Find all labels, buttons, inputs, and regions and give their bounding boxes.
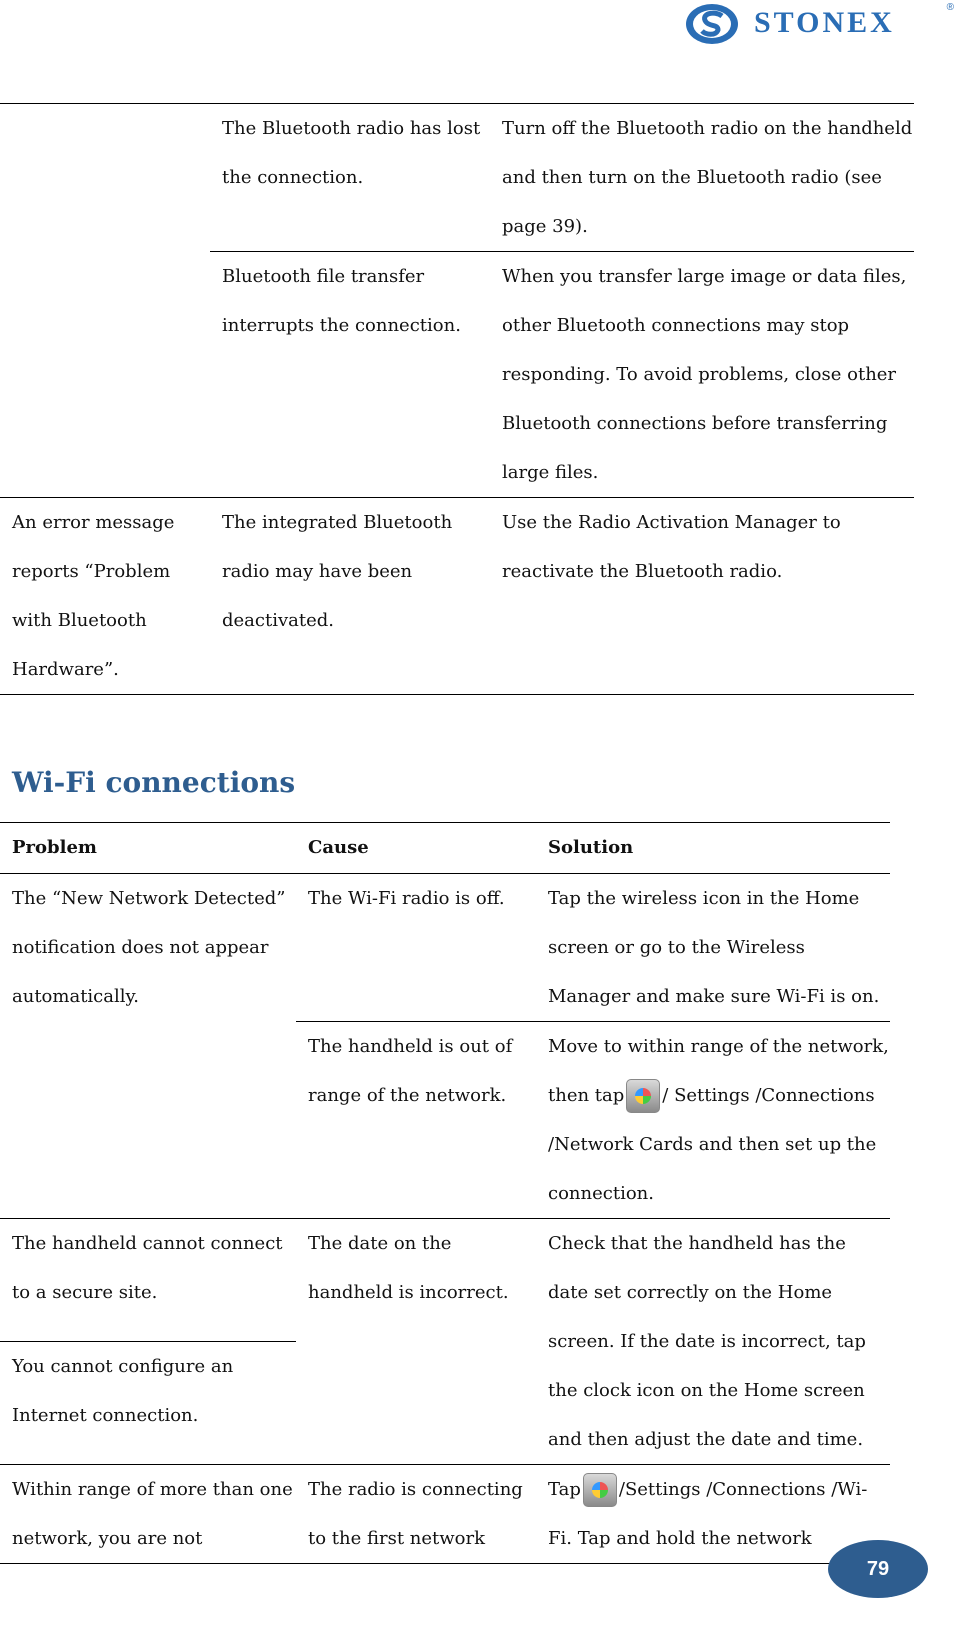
solution-text: Tap (548, 1479, 581, 1500)
windows-start-icon (626, 1079, 660, 1113)
bluetooth-table (0, 103, 914, 695)
solution-cell: Turn off the Bluetooth radio on the handheld and then turn on the Bluetooth radio (see page 39). (490, 104, 914, 252)
header-cause: Cause (296, 823, 536, 874)
solution-text: /Settings /Connections /Wi-Fi. Tap and hold the network (548, 1479, 868, 1549)
solution-cell: When you transfer large image or data files, other Bluetooth connections may stop responding. To avoid problems, close other Bluetooth connections before transferring large files. (490, 252, 914, 498)
cause-cell: The handheld is out of range of the network. (296, 1022, 536, 1219)
wifi-table (0, 822, 890, 1564)
problem-cell: The handheld cannot connect to a secure site. (0, 1219, 296, 1342)
cause-cell: The radio is connecting to the first network (296, 1465, 536, 1564)
solution-text: / Settings /Connections /Network Cards and then set up the connection. (548, 1085, 877, 1204)
solution-cell: Tap the wireless icon in the Home screen or go to the Wireless Manager and make sure Wi-Fi is on. (548, 888, 880, 1007)
solution-cell (536, 1022, 890, 1219)
problem-cell: The “New Network Detected” notification does not appear automatically. (0, 874, 296, 1219)
header-problem: Problem (0, 823, 296, 874)
cause-cell: The integrated Bluetooth radio may have been deactivated. (210, 498, 490, 695)
brand-name: STONEX (754, 6, 895, 39)
solution-cell: Use the Radio Activation Manager to reactivate the Bluetooth radio. (490, 498, 914, 695)
stonex-logo (684, 2, 954, 46)
stonex-swirl-icon (684, 2, 740, 46)
cause-cell: The date on the handheld is incorrect. (296, 1219, 536, 1465)
cause-cell: The Bluetooth radio has lost the connection. (210, 104, 490, 252)
windows-start-icon (583, 1473, 617, 1507)
registered-mark: ® (946, 2, 954, 13)
header-solution: Solution (536, 823, 890, 874)
section-title: Wi-Fi connections (12, 766, 296, 799)
cause-cell: Bluetooth file transfer interrupts the connection. (210, 252, 490, 498)
table-cell (0, 104, 210, 498)
cause-cell: The Wi-Fi radio is off. (308, 888, 505, 909)
problem-cell: An error message reports “Problem with Bluetooth Hardware”. (0, 498, 210, 695)
problem-cell: You cannot configure an Internet connection. (0, 1342, 296, 1465)
solution-cell: Check that the handheld has the date set correctly on the Home screen. If the date is incorrect, tap the clock icon on the Home screen and then adjust the date and time. (536, 1219, 890, 1465)
solution-text: Move to within range of the network, then tap (548, 1036, 889, 1106)
problem-cell: Within range of more than one network, you are not (0, 1465, 296, 1564)
solution-cell (536, 1465, 890, 1564)
page-number: 79 (828, 1540, 928, 1598)
